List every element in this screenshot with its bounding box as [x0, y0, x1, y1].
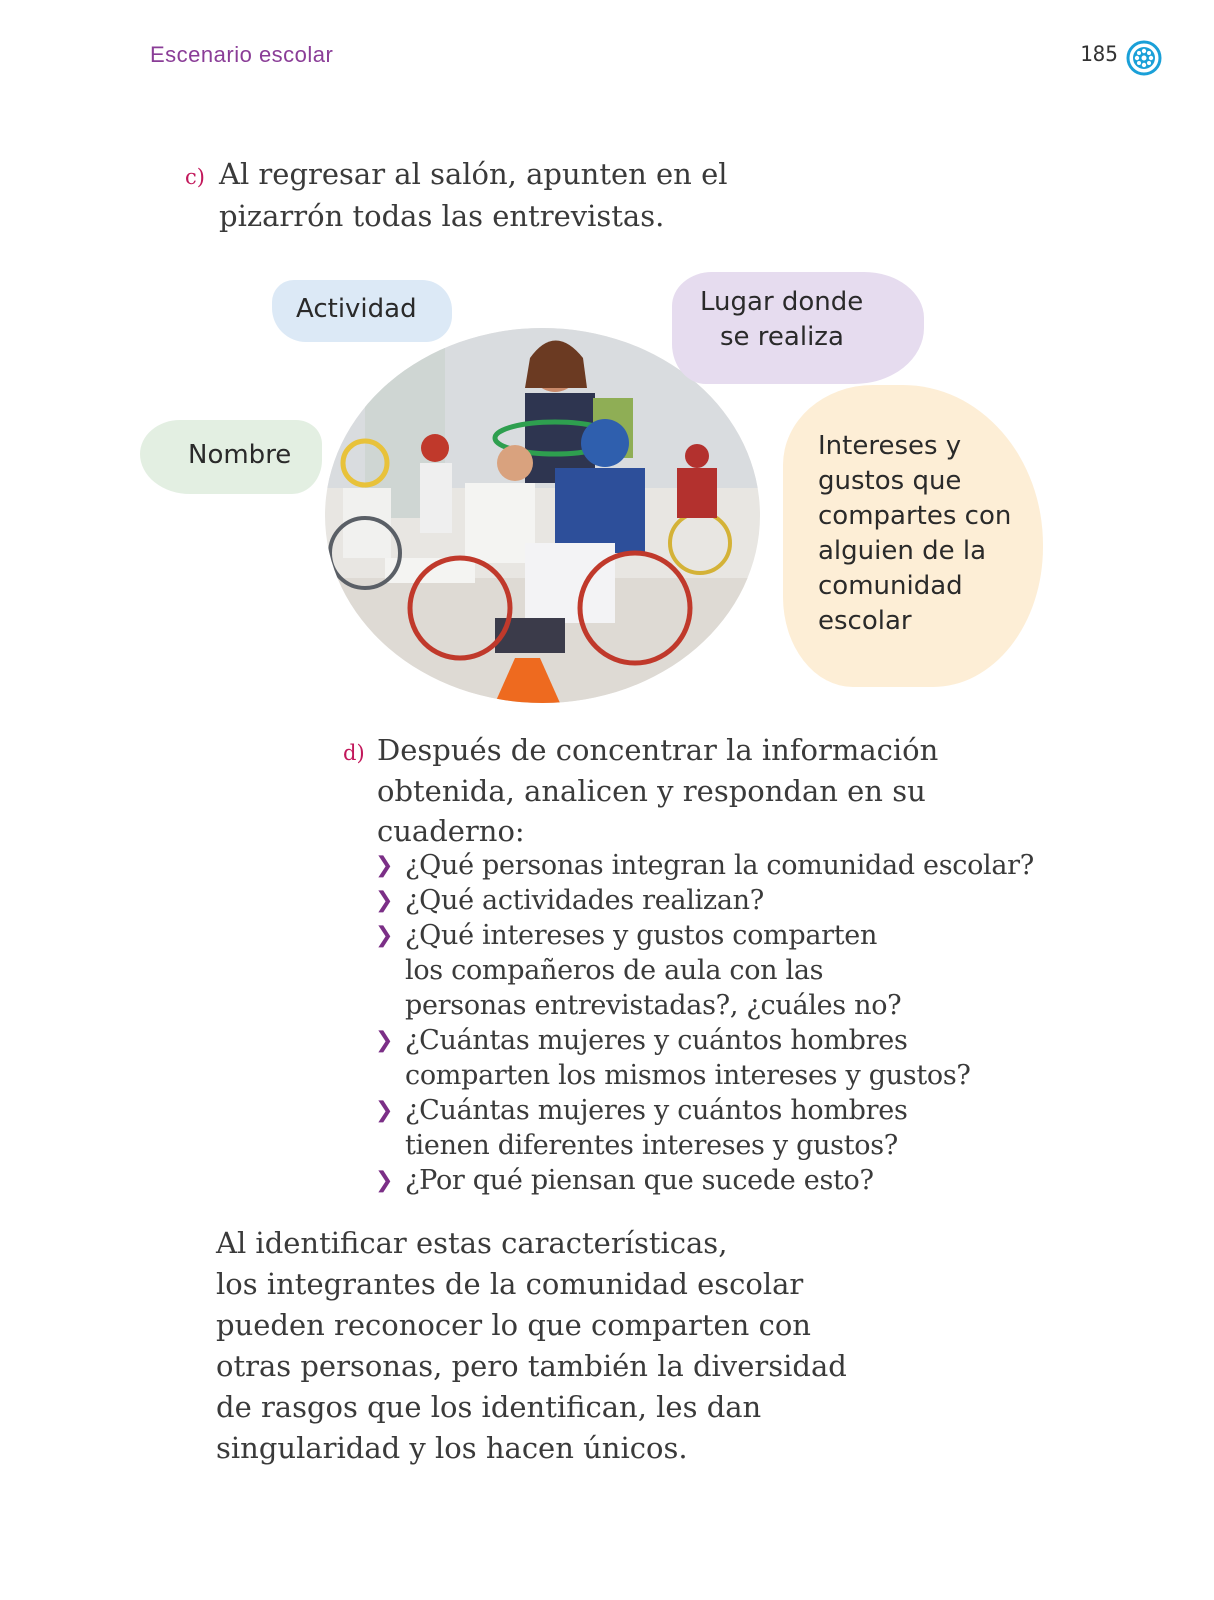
question-item — [375, 1163, 1095, 1198]
question-list — [375, 848, 1095, 1198]
label-intereses-line: compartes con — [818, 501, 1012, 531]
closing-line: los integrantes de la comunidad escolar — [216, 1267, 804, 1301]
classroom-photo — [325, 328, 760, 703]
item-d — [343, 730, 1063, 848]
question-line: ¿Por qué piensan que sucede esto? — [405, 1165, 874, 1196]
question-line: ¿Cuántas mujeres y cuántos hombres — [405, 1025, 908, 1056]
closing-line: pueden reconocer lo que comparten con — [216, 1308, 811, 1342]
label-actividad-text: Actividad — [296, 294, 417, 324]
label-intereses-line: gustos que — [818, 466, 962, 496]
label-lugar-line: Lugar donde — [700, 287, 864, 317]
question-item — [375, 848, 1095, 883]
question-line: personas entrevistadas?, ¿cuáles no? — [405, 990, 902, 1021]
chevron-right-icon: ❯ — [375, 888, 394, 913]
question-line: los compañeros de aula con las — [405, 955, 824, 986]
question-line: ¿Cuántas mujeres y cuántos hombres — [405, 1095, 908, 1126]
question-line: tienen diferentes intereses y gustos? — [405, 1130, 898, 1161]
closing-line: otras personas, pero también la diversidad — [216, 1349, 847, 1383]
closing-line: de rasgos que los identifican, les dan — [216, 1390, 762, 1424]
label-lugar-line: se realiza — [720, 322, 844, 352]
label-lugar — [672, 272, 924, 384]
question-item — [375, 883, 1095, 918]
label-intereses — [783, 385, 1043, 687]
label-nombre-text: Nombre — [188, 440, 292, 470]
question-item — [375, 1023, 1095, 1093]
item-d-text — [377, 730, 977, 852]
item-c-text — [219, 153, 779, 237]
chevron-right-icon: ❯ — [375, 923, 394, 948]
question-line: ¿Qué personas integran la comunidad escolar? — [405, 850, 1034, 881]
item-d-line: obtenida, analicen y respondan en su — [377, 773, 926, 808]
question-item — [375, 918, 1095, 1023]
question-line: ¿Qué actividades realizan? — [405, 885, 764, 916]
question-line: ¿Qué intereses y gustos comparten — [405, 920, 878, 951]
label-nombre — [140, 420, 322, 494]
flower-badge-icon — [1126, 40, 1162, 76]
chevron-right-icon: ❯ — [375, 1098, 394, 1123]
item-c-line: pizarrón todas las entrevistas. — [219, 199, 665, 233]
closing-line: Al identificar estas características, — [216, 1226, 728, 1260]
label-intereses-text — [818, 429, 1038, 639]
chevron-right-icon: ❯ — [375, 1028, 394, 1053]
item-c-line: Al regresar al salón, apunten en el — [219, 157, 728, 191]
label-intereses-line: alguien de la — [818, 536, 987, 566]
closing-line: singularidad y los hacen únicos. — [216, 1431, 688, 1465]
label-intereses-line: Intereses y — [818, 431, 962, 461]
section-title: Escenario escolar — [150, 42, 334, 67]
page-number: 185 — [1080, 42, 1118, 66]
question-line: comparten los mismos intereses y gustos? — [405, 1060, 971, 1091]
chevron-right-icon: ❯ — [375, 853, 394, 878]
item-c-marker: c) — [185, 165, 205, 189]
item-d-marker: d) — [343, 741, 365, 765]
label-intereses-line: escolar — [818, 606, 912, 636]
item-d-line: Después de concentrar la información — [377, 733, 939, 767]
item-c — [185, 153, 785, 233]
closing-paragraph — [216, 1223, 896, 1469]
chevron-right-icon: ❯ — [375, 1168, 394, 1193]
label-actividad — [272, 280, 452, 342]
item-d-line: cuaderno: — [377, 814, 525, 848]
label-intereses-line: comunidad — [818, 571, 963, 601]
question-item — [375, 1093, 1095, 1163]
